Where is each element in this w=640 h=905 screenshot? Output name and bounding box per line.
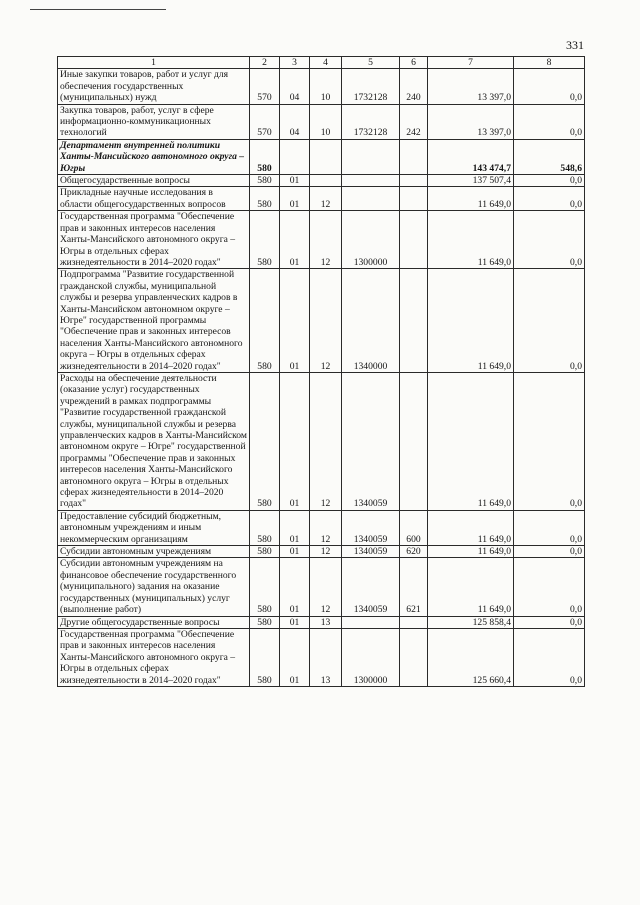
subsection-code-cell: 10 [310, 69, 342, 104]
table-row [58, 139, 585, 174]
target-article-cell [342, 616, 400, 628]
page-number: 331 [566, 38, 584, 52]
item-name-cell: Расходы на обеспечение деятельности (оказание услуг) государственных учреждений в рамках подпрограммы "Развитие государственной гражданской службы, муниципальной службы и резерва управленческих кадров в Ханты-Мансийском автономном округе – Югре" государственной программы "Обеспечение прав и законных интересов населения Ханты-Мансийского автономного округа – Югры в отдельных сферах жизнедеятельности в 2014–2020 годах" [58, 372, 250, 510]
expense-type-cell [400, 269, 428, 373]
amount-federal-cell: 0,0 [514, 558, 585, 616]
target-article-cell: 1732128 [342, 69, 400, 104]
department-code-cell: 580 [250, 628, 280, 686]
header-cell: 6 [400, 57, 428, 69]
header-cell: 4 [310, 57, 342, 69]
section-code-cell: 01 [280, 211, 310, 269]
header-cell: 5 [342, 57, 400, 69]
section-code-cell: 01 [280, 372, 310, 510]
expense-type-cell [400, 187, 428, 211]
section-code-cell: 04 [280, 104, 310, 139]
department-code-cell: 580 [250, 175, 280, 187]
amount-cell: 11 649,0 [428, 510, 514, 545]
target-article-cell [342, 175, 400, 187]
subsection-code-cell: 12 [310, 546, 342, 558]
target-article-cell: 1340059 [342, 558, 400, 616]
target-article-cell [342, 187, 400, 211]
amount-cell: 13 397,0 [428, 69, 514, 104]
section-code-cell: 01 [280, 175, 310, 187]
item-name-cell: Субсидии автономным учреждениям [58, 546, 250, 558]
table-row [58, 546, 585, 558]
amount-federal-cell: 548,6 [514, 139, 585, 174]
department-code-cell: 580 [250, 546, 280, 558]
expense-type-cell [400, 211, 428, 269]
amount-federal-cell: 0,0 [514, 175, 585, 187]
expense-type-cell: 600 [400, 510, 428, 545]
department-code-cell: 580 [250, 211, 280, 269]
amount-federal-cell: 0,0 [514, 104, 585, 139]
subsection-code-cell: 12 [310, 510, 342, 545]
amount-federal-cell: 0,0 [514, 187, 585, 211]
department-code-cell: 580 [250, 616, 280, 628]
target-article-cell: 1300000 [342, 628, 400, 686]
subsection-code-cell: 10 [310, 104, 342, 139]
department-code-cell: 580 [250, 510, 280, 545]
amount-federal-cell: 0,0 [514, 69, 585, 104]
item-name-cell: Департамент внутренней политики Ханты-Мансийского автономного округа – Югры [58, 139, 250, 174]
expense-type-cell [400, 628, 428, 686]
department-code-cell: 580 [250, 372, 280, 510]
table-row [58, 104, 585, 139]
header-cell: 3 [280, 57, 310, 69]
amount-cell: 11 649,0 [428, 546, 514, 558]
table-row [58, 510, 585, 545]
department-code-cell: 580 [250, 269, 280, 373]
budget-table [57, 56, 585, 687]
section-code-cell: 01 [280, 546, 310, 558]
section-code-cell: 01 [280, 269, 310, 373]
table-row [58, 211, 585, 269]
expense-type-cell [400, 616, 428, 628]
table-row [58, 269, 585, 373]
target-article-cell: 1732128 [342, 104, 400, 139]
department-code-cell: 580 [250, 558, 280, 616]
header-row [58, 57, 585, 69]
item-name-cell: Подпрограмма "Развитие государственной гражданской службы, муниципальной службы и резерва управленческих кадров в Ханты-Мансийском автономном округе – Югре" государственной программы "Обеспечение прав и законных интересов населения Ханты-Мансийского автономного округа – Югры в отдельных сферах жизнедеятельности в 2014–2020 годах" [58, 269, 250, 373]
target-article-cell: 1340059 [342, 510, 400, 545]
amount-federal-cell: 0,0 [514, 546, 585, 558]
expense-type-cell: 242 [400, 104, 428, 139]
section-code-cell: 04 [280, 69, 310, 104]
subsection-code-cell: 12 [310, 372, 342, 510]
department-code-cell: 580 [250, 187, 280, 211]
target-article-cell: 1340059 [342, 372, 400, 510]
section-code-cell: 01 [280, 616, 310, 628]
expense-type-cell: 240 [400, 69, 428, 104]
subsection-code-cell [310, 139, 342, 174]
table-row [58, 616, 585, 628]
item-name-cell: Субсидии автономным учреждениям на финансовое обеспечение государственного (муниципального) задания на оказание государственных (муниципальных) услуг (выполнение работ) [58, 558, 250, 616]
expense-type-cell [400, 175, 428, 187]
table-row [58, 628, 585, 686]
subsection-code-cell: 12 [310, 558, 342, 616]
expense-type-cell: 620 [400, 546, 428, 558]
department-code-cell: 570 [250, 69, 280, 104]
item-name-cell: Иные закупки товаров, работ и услуг для обеспечения государственных (муниципальных) нужд [58, 69, 250, 104]
item-name-cell: Прикладные научные исследования в области общегосударственных вопросов [58, 187, 250, 211]
subsection-code-cell: 13 [310, 628, 342, 686]
amount-cell: 11 649,0 [428, 372, 514, 510]
table-row [58, 558, 585, 616]
section-code-cell [280, 139, 310, 174]
amount-cell: 11 649,0 [428, 211, 514, 269]
target-article-cell: 1340059 [342, 546, 400, 558]
target-article-cell [342, 139, 400, 174]
amount-federal-cell: 0,0 [514, 372, 585, 510]
expense-type-cell [400, 139, 428, 174]
amount-cell: 11 649,0 [428, 558, 514, 616]
item-name-cell: Другие общегосударственные вопросы [58, 616, 250, 628]
subsection-code-cell: 13 [310, 616, 342, 628]
item-name-cell: Закупка товаров, работ, услуг в сфере информационно-коммуникационных технологий [58, 104, 250, 139]
item-name-cell: Предоставление субсидий бюджетным, автономным учреждениям и иным некоммерческим организациям [58, 510, 250, 545]
item-name-cell: Государственная программа "Обеспечение прав и законных интересов населения Ханты-Мансийского автономного округа – Югры в отдельных сферах жизнедеятельности в 2014–2020 годах" [58, 628, 250, 686]
amount-cell: 13 397,0 [428, 104, 514, 139]
section-code-cell: 01 [280, 628, 310, 686]
subsection-code-cell [310, 175, 342, 187]
expense-type-cell [400, 372, 428, 510]
budget-table-body [58, 69, 585, 687]
amount-federal-cell: 0,0 [514, 616, 585, 628]
amount-cell: 11 649,0 [428, 269, 514, 373]
amount-federal-cell: 0,0 [514, 628, 585, 686]
header-cell: 1 [58, 57, 250, 69]
amount-cell: 143 474,7 [428, 139, 514, 174]
section-code-cell: 01 [280, 510, 310, 545]
table-row [58, 372, 585, 510]
section-code-cell: 01 [280, 558, 310, 616]
amount-federal-cell: 0,0 [514, 510, 585, 545]
item-name-cell: Государственная программа "Обеспечение прав и законных интересов населения Ханты-Мансийского автономного округа – Югры в отдельных сферах жизнедеятельности в 2014–2020 годах" [58, 211, 250, 269]
top-rule [30, 9, 166, 10]
header-cell: 2 [250, 57, 280, 69]
target-article-cell: 1340000 [342, 269, 400, 373]
department-code-cell: 580 [250, 139, 280, 174]
target-article-cell: 1300000 [342, 211, 400, 269]
amount-cell: 125 858,4 [428, 616, 514, 628]
amount-federal-cell: 0,0 [514, 211, 585, 269]
subsection-code-cell: 12 [310, 269, 342, 373]
table-row [58, 175, 585, 187]
amount-cell: 125 660,4 [428, 628, 514, 686]
amount-cell: 137 507,4 [428, 175, 514, 187]
header-cell: 8 [514, 57, 585, 69]
expense-type-cell: 621 [400, 558, 428, 616]
subsection-code-cell: 12 [310, 187, 342, 211]
section-code-cell: 01 [280, 187, 310, 211]
item-name-cell: Общегосударственные вопросы [58, 175, 250, 187]
amount-federal-cell: 0,0 [514, 269, 585, 373]
table-row [58, 69, 585, 104]
subsection-code-cell: 12 [310, 211, 342, 269]
department-code-cell: 570 [250, 104, 280, 139]
amount-cell: 11 649,0 [428, 187, 514, 211]
table-row [58, 187, 585, 211]
header-cell: 7 [428, 57, 514, 69]
